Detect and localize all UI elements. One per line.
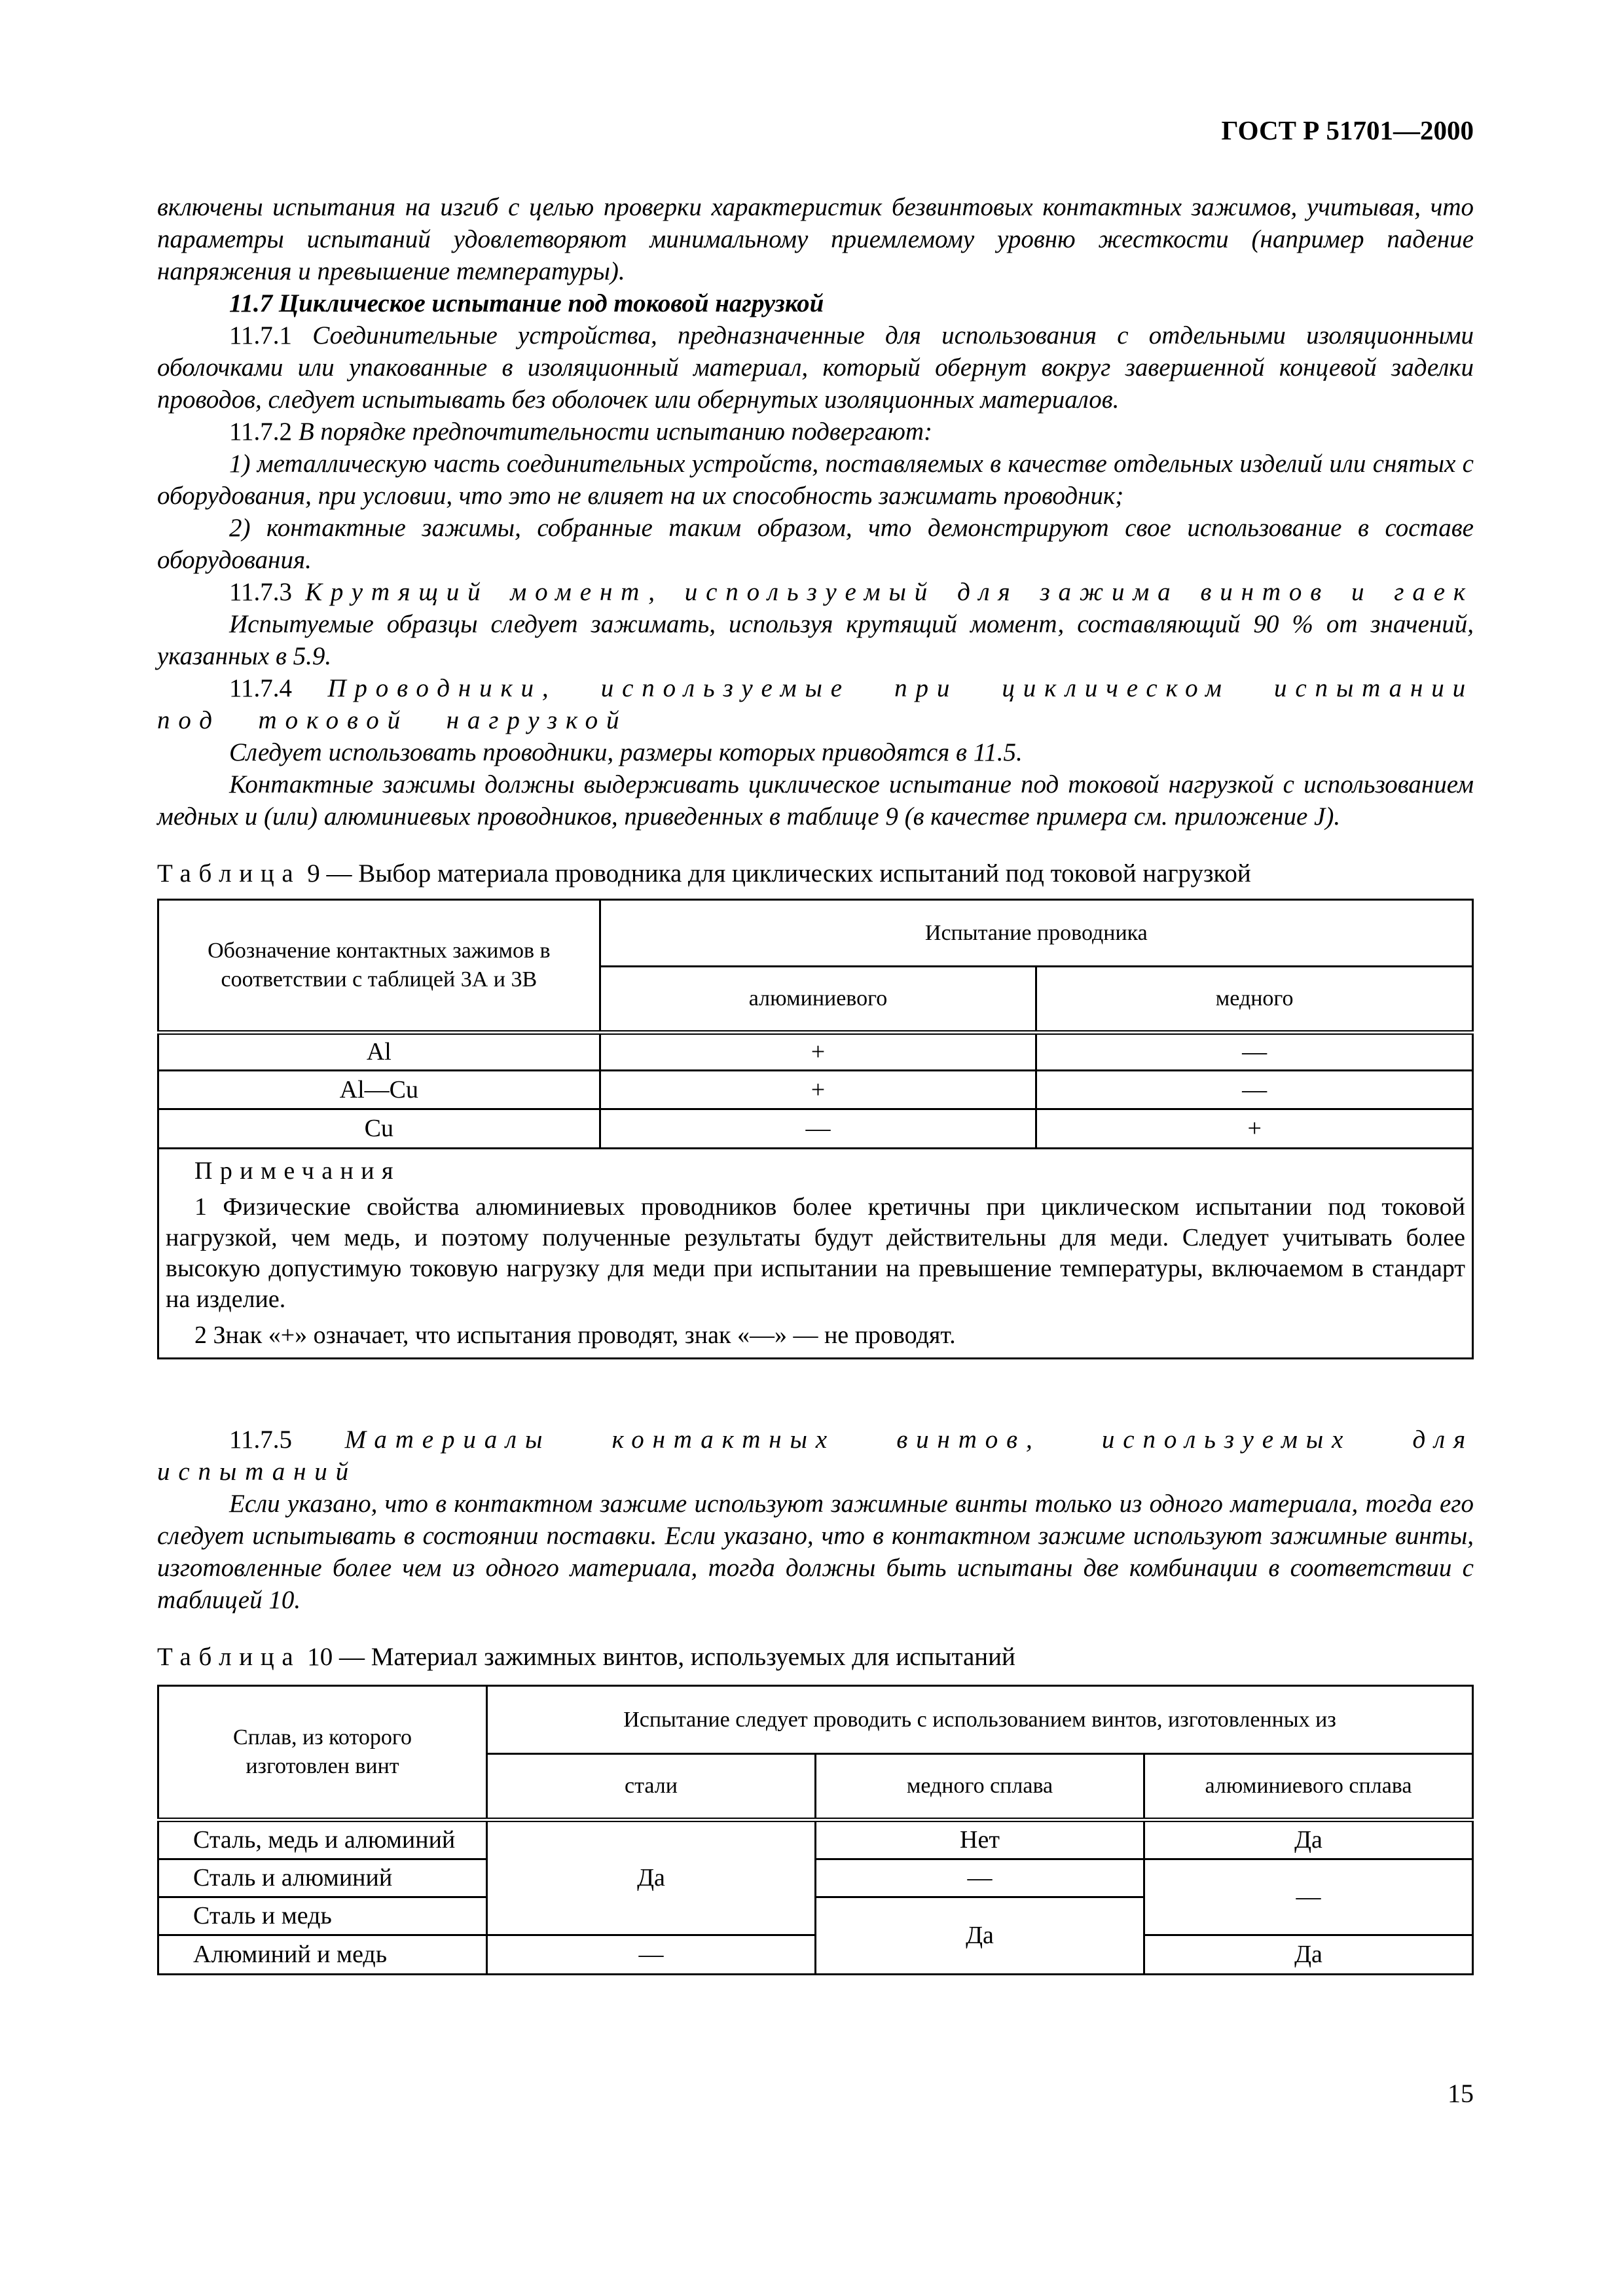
table-9	[157, 899, 1474, 1359]
table-9-header-designation: Обозначение контактных зажимов в соответствии с таблицей 3А и 3В	[158, 900, 600, 1033]
table-row: Сталь, медь и алюминий Да Нет Да	[158, 1820, 1473, 1859]
table-row: Cu — +	[158, 1109, 1473, 1149]
table-9-header-copper: медного	[1036, 967, 1473, 1033]
intro-paragraph: включены испытания на изгиб с целью проверки характеристик безвинтовых контактных зажимов, учитывая, что параметры испытаний удовлетворяют минимальному приемлемому уровню жесткости (например падение напряжения и превышение температуры).	[157, 193, 1474, 285]
table-9-caption: Таблица 9 — Выбор материала проводника для циклических испытаний под токовой нагрузкой	[157, 859, 1251, 888]
table-10	[157, 1685, 1474, 1975]
table-10-header-alloy: Сплав, из которого изготовлен винт	[158, 1686, 487, 1820]
table-row: Al—Cu + —	[158, 1071, 1473, 1109]
table-10-header-test-screws: Испытание следует проводить с использованием винтов, изготовленных из	[487, 1686, 1473, 1754]
page-number: 15	[1448, 2079, 1474, 2108]
table-9-notes-title: Примечания	[194, 1157, 401, 1185]
section-11-7-5-text: Если указано, что в контактном зажиме используют зажимные винты только из одного материала, тогда его следует испытывать в состоянии поставки. Если указано, что в контактном зажиме используют зажимные винты, изготовленные более чем из одного материала, тогда должны быть испытаны две комбинации в соответствии с таблицей 10.	[157, 1490, 1474, 1614]
table-row: Al + —	[158, 1033, 1473, 1071]
table-9-header-aluminium: алюминиевого	[600, 967, 1036, 1033]
section-11-7-4-text-1: Следует использовать проводники, размеры которых приводятся в 11.5.	[229, 738, 1023, 766]
page-content	[157, 191, 1474, 1975]
section-11-7-title: 11.7 Циклическое испытание под токовой нагрузкой	[229, 289, 824, 317]
table-10-header-steel: стали	[487, 1754, 816, 1820]
section-11-7-5-title: 11.7.5 Материалы контактных винтов, используемых для испытаний	[157, 1426, 1474, 1486]
table-10-caption: Таблица 10 — Материал зажимных винтов, используемых для испытаний	[157, 1643, 1015, 1671]
section-11-7-4-title: 11.7.4 Проводники, используемые при циклическом испытании под токовой нагрузкой	[157, 674, 1474, 734]
table-row: Сталь и алюминий — —	[158, 1859, 1473, 1897]
section-11-7-2: 11.7.2 В порядке предпочтительности испытанию подвергают:	[229, 418, 932, 446]
section-11-7-2-item-1: 1) металлическую часть соединительных устройств, поставляемых в качестве отдельных изделий или снятых с оборудования, при условии, что это не влияет на их способность зажимать проводник;	[157, 450, 1474, 510]
document-header: ГОСТ Р 51701—2000	[1221, 115, 1474, 145]
section-11-7-3-title: 11.7.3 Крутящий момент, используемый для зажима винтов и гаек	[229, 578, 1474, 606]
table-10-header-copper-alloy: медного сплава	[816, 1754, 1144, 1820]
table-9-notes	[158, 1149, 1473, 1359]
table-9-note-1: 1 Физические свойства алюминиевых проводников более кретичны при циклическом испытании под токовой нагрузкой, чем медь, и поэтому полученные результаты будут действительны для меди. Следует учитывать более высокую допустимую токовую нагрузку для меди при испытании на превышение температуры, включаемом в стандарт на изделие.	[166, 1193, 1465, 1313]
section-11-7-4-text-2: Контактные зажимы должны выдерживать циклическое испытание под токовой нагрузкой с использованием медных и (или) алюминиевых проводников, приведенных в таблице 9 (в качестве примера см. приложение J).	[157, 770, 1474, 831]
table-9-header-conductor-test: Испытание проводника	[600, 900, 1472, 967]
table-9-note-2: 2 Знак «+» означает, что испытания проводят, знак «—» — не проводят.	[194, 1321, 956, 1349]
section-11-7-3-text: Испытуемые образцы следует зажимать, используя крутящий момент, составляющий 90 % от значений, указанных в 5.9.	[157, 610, 1474, 670]
section-11-7-1: 11.7.1 Соединительные устройства, предназначенные для использования с отдельными изоляционными оболочками или упакованные в изоляционный материал, который обернут вокруг завершенной концевой заделки проводов, следует испытывать без оболочек или обернутых изоляционных материалов.	[157, 321, 1474, 414]
table-row: Сталь и медь Да	[158, 1897, 1473, 1935]
table-10-header-aluminium-alloy: алюминиевого сплава	[1144, 1754, 1473, 1820]
section-11-7-2-item-2: 2) контактные зажимы, собранные таким образом, что демонстрируют свое использование в составе оборудования.	[157, 514, 1474, 574]
table-row: Алюминий и медь — Да	[158, 1935, 1473, 1975]
